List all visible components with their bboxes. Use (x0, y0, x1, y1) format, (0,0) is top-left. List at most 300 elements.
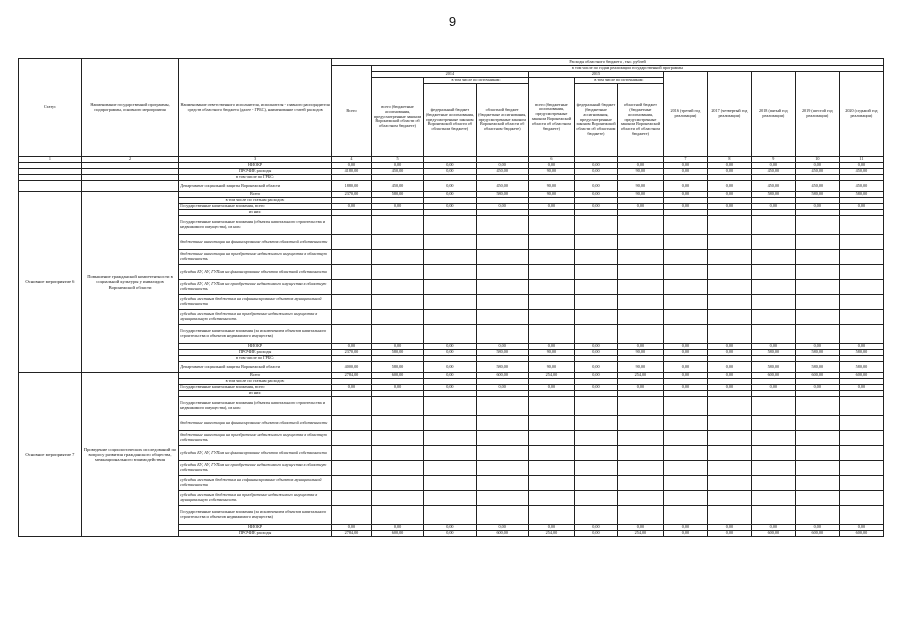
row-value (663, 491, 707, 506)
row-value: 0,00 (839, 344, 883, 350)
row-value (751, 250, 795, 265)
row-value: 0,00 (332, 525, 372, 531)
row-value (751, 491, 795, 506)
row-value: 450,00 (751, 181, 795, 192)
header-source-name: Наименование ответственного исполнителя, исполнителя - главного распорядителя средств областного бюджета (далее - ГРБС), наименование статей расходов (179, 59, 332, 157)
row-value (371, 216, 423, 235)
row-value: 90,00 (528, 181, 574, 192)
row-value (617, 446, 663, 461)
header-2014-total: всего (бюджетные ассигнования, предусмотренные законом Воронежской области об областном бюджете) (371, 78, 423, 157)
row-value (528, 461, 574, 476)
row-value (332, 216, 372, 235)
row-value (795, 431, 839, 446)
row-value (424, 250, 476, 265)
row-value (751, 397, 795, 416)
row-value (839, 476, 883, 491)
row-value (751, 431, 795, 446)
row-value: 450,00 (476, 169, 528, 175)
row-value (424, 216, 476, 235)
row-label: в том числе по ГРБС: (179, 356, 332, 362)
header-by-years: в том числе по годам реализации государственной программы (371, 66, 883, 72)
row-value (663, 506, 707, 525)
row-value (371, 431, 423, 446)
row-label: субсидии местным бюджетам на приобретение недвижимого имущества в муниципальную собственность (179, 310, 332, 325)
row-value (424, 310, 476, 325)
header-spending-title: Расходы областного бюджета , тыс. рублей (332, 59, 884, 66)
row-value (332, 397, 372, 416)
row-value (751, 295, 795, 310)
row-value: 90,00 (528, 362, 574, 373)
row-label: бюджетные инвестиции на приобретение недвижимого имущества в областную собственность (179, 250, 332, 265)
row-value: 0,00 (663, 163, 707, 169)
row-value (617, 431, 663, 446)
row-value (332, 476, 372, 491)
row-value: 0,00 (424, 204, 476, 210)
row-label: субсидии БУ, АУ, ГУПам на приобретение недвижимого имущества в областную собственность (179, 461, 332, 476)
row-label: ПРОЧИЕ расходы (179, 169, 332, 175)
row-value (707, 416, 751, 431)
row-value: 0,00 (424, 163, 476, 169)
row-value (332, 325, 372, 344)
row-value (617, 235, 663, 250)
row-value: 0,00 (707, 385, 751, 391)
row-value: 580,00 (476, 362, 528, 373)
row-value (528, 491, 574, 506)
row-value: 0,00 (751, 163, 795, 169)
row-value (476, 416, 528, 431)
row-value (663, 461, 707, 476)
row-value: 0,00 (751, 525, 795, 531)
row-value (663, 250, 707, 265)
row-label: НИОКР (179, 525, 332, 531)
row-value: 0,00 (424, 373, 476, 379)
row-value (476, 491, 528, 506)
row-value: 0,00 (663, 373, 707, 379)
row-value (617, 310, 663, 325)
row-value: 580,00 (371, 192, 423, 198)
row-value (795, 250, 839, 265)
row-label: НИОКР (179, 344, 332, 350)
row-value (617, 325, 663, 344)
row-value (476, 216, 528, 235)
row-value (332, 280, 372, 295)
row-value: 600,00 (839, 373, 883, 379)
row-value (839, 397, 883, 416)
row-value: 0,00 (424, 350, 476, 356)
row-value (332, 461, 372, 476)
row-value: 0,00 (663, 385, 707, 391)
row-value: 254,00 (617, 373, 663, 379)
row-value: 580,00 (751, 350, 795, 356)
row-value: 0,00 (371, 525, 423, 531)
row-value: 90,00 (528, 169, 574, 175)
row-value: 0,00 (371, 204, 423, 210)
row-value (574, 310, 617, 325)
row-value (476, 461, 528, 476)
row-value: 90,00 (617, 362, 663, 373)
row-value (617, 476, 663, 491)
row-label: в том числе по статьям расходов: (179, 379, 332, 385)
row-value (839, 265, 883, 280)
row-value: 450,00 (839, 181, 883, 192)
row-value (707, 265, 751, 280)
row-value (424, 506, 476, 525)
row-value (839, 325, 883, 344)
row-value (424, 295, 476, 310)
row-value (476, 235, 528, 250)
row-value (663, 446, 707, 461)
row-value (574, 295, 617, 310)
row-value (528, 506, 574, 525)
row-label: Государственные капитальные вложения (за исключением объектов капитального строительства и объектов недвижимого имущества) (179, 325, 332, 344)
row-value (371, 235, 423, 250)
budget-table (18, 58, 884, 537)
row-value (476, 250, 528, 265)
row-value (751, 325, 795, 344)
column-number: 9 (751, 157, 795, 163)
row-value: 0,00 (574, 525, 617, 531)
row-value (751, 461, 795, 476)
row-value (574, 280, 617, 295)
row-value (424, 280, 476, 295)
row-label: субсидии БУ, АУ, ГУПам на финансирование объектов областной собственности (179, 446, 332, 461)
row-value (839, 216, 883, 235)
row-value: 0,00 (528, 204, 574, 210)
row-value (795, 446, 839, 461)
row-value (528, 431, 574, 446)
row-value: 600,00 (795, 373, 839, 379)
row-value (476, 446, 528, 461)
row-value (371, 446, 423, 461)
row-value: 580,00 (795, 350, 839, 356)
table-row (19, 181, 884, 192)
row-value (751, 310, 795, 325)
row-label: бюджетные инвестиции на приобретение недвижимого имущества в областную собственность (179, 431, 332, 446)
row-value (476, 476, 528, 491)
row-value (528, 265, 574, 280)
row-value: 0,00 (424, 531, 476, 537)
header-col-2017: 2017 (четвертый год реализации) (707, 72, 751, 157)
row-value: 0,00 (476, 385, 528, 391)
row-value (528, 295, 574, 310)
row-value: 0,00 (332, 204, 372, 210)
row-value (707, 280, 751, 295)
row-value (663, 265, 707, 280)
column-number: 7 (663, 157, 707, 163)
row-value (663, 325, 707, 344)
row-value: 0,00 (707, 181, 751, 192)
row-value (574, 506, 617, 525)
row-value (371, 506, 423, 525)
row-value (332, 416, 372, 431)
row-value (795, 216, 839, 235)
row-value (707, 491, 751, 506)
row-value (707, 446, 751, 461)
row-value (476, 265, 528, 280)
row-value (476, 397, 528, 416)
row-value (839, 461, 883, 476)
row-value: 0,00 (574, 192, 617, 198)
row-value (839, 235, 883, 250)
row-value: 600,00 (476, 531, 528, 537)
row-value: 254,00 (528, 531, 574, 537)
header-2015-federal: федеральный бюджет (бюджетные ассигнования, предусмотренные законом Воронежской области об областном бюджете) (574, 84, 617, 157)
row-value (707, 310, 751, 325)
row-value: 0,00 (574, 163, 617, 169)
row-value: 0,00 (371, 163, 423, 169)
row-value (332, 491, 372, 506)
row-value (332, 250, 372, 265)
row-value (839, 295, 883, 310)
row-value (617, 265, 663, 280)
row-value (424, 265, 476, 280)
row-value (371, 250, 423, 265)
row-value: 0,00 (574, 181, 617, 192)
header-2014-federal: федеральный бюджет (бюджетные ассигнования, предусмотренные законом Воронежской области об областном бюджете) (424, 84, 476, 157)
row-value (663, 431, 707, 446)
row-value: 1880,00 (332, 181, 372, 192)
row-value: 580,00 (751, 362, 795, 373)
column-number: 2 (81, 157, 178, 163)
column-number: 6 (528, 157, 574, 163)
row-value (617, 461, 663, 476)
row-value (663, 416, 707, 431)
row-value: 0,00 (707, 362, 751, 373)
row-value: 0,00 (839, 163, 883, 169)
row-value: 0,00 (751, 385, 795, 391)
row-value: 0,00 (617, 385, 663, 391)
row-label: Государственные капитальные вложения (за исключением объектов капитального строительства и объектов недвижимого имущества) (179, 506, 332, 525)
row-value: 0,00 (663, 344, 707, 350)
row-value (424, 325, 476, 344)
row-label: субсидии местным бюджетам на приобретение недвижимого имущества в муниципальную собственность (179, 491, 332, 506)
row-value: 0,00 (751, 204, 795, 210)
row-label: в том числе по статьям расходов: (179, 198, 332, 204)
row-value: 450,00 (371, 181, 423, 192)
row-value: 0,00 (663, 204, 707, 210)
row-value (371, 397, 423, 416)
row-label: субсидии местным бюджетам на софинансирование объектов муниципальной собственности (179, 295, 332, 310)
row-value: 450,00 (751, 169, 795, 175)
row-value: 0,00 (574, 350, 617, 356)
row-value: 0,00 (839, 385, 883, 391)
row-label: Департамент социальной защиты Воронежской области (179, 181, 332, 192)
program-cell-empty (81, 181, 178, 192)
row-value (707, 216, 751, 235)
row-value (476, 325, 528, 344)
row-value: 0,00 (795, 344, 839, 350)
row-value: 580,00 (371, 362, 423, 373)
row-value (617, 397, 663, 416)
row-value (528, 216, 574, 235)
row-value (371, 416, 423, 431)
row-value: 0,00 (332, 163, 372, 169)
header-program-name: Наименование государственной программы, подпрограммы, основного мероприятия (81, 59, 178, 157)
row-label: в том числе по ГРБС: (179, 175, 332, 181)
row-value (371, 310, 423, 325)
row-value: 0,00 (707, 192, 751, 198)
row-value (574, 265, 617, 280)
row-value: 0,00 (371, 344, 423, 350)
row-value (574, 250, 617, 265)
row-value (617, 295, 663, 310)
row-value (617, 416, 663, 431)
row-value: 0,00 (707, 350, 751, 356)
row-value: 450,00 (795, 181, 839, 192)
row-label: Государственные капитальные вложения (объекты капитального строительства и недвижимого имущества), из них: (179, 216, 332, 235)
row-value (751, 280, 795, 295)
row-label: НИОКР (179, 163, 332, 169)
column-number: 4 (332, 157, 372, 163)
row-value: 0,00 (476, 525, 528, 531)
row-value: 580,00 (476, 192, 528, 198)
row-value: 580,00 (795, 362, 839, 373)
column-number: 3 (179, 157, 332, 163)
row-value: 0,00 (617, 344, 663, 350)
row-label: бюджетные инвестиции на финансирование объектов областной собственности (179, 235, 332, 250)
row-value: 450,00 (476, 181, 528, 192)
row-value: 0,00 (476, 204, 528, 210)
row-value (574, 461, 617, 476)
row-value (371, 295, 423, 310)
header-2014-incl: в том числе по источникам: (424, 78, 529, 84)
row-value: 254,00 (617, 531, 663, 537)
row-value: 0,00 (424, 385, 476, 391)
row-value: 90,00 (617, 169, 663, 175)
row-value (707, 325, 751, 344)
row-value (617, 491, 663, 506)
row-value (574, 416, 617, 431)
row-value (707, 476, 751, 491)
row-value: 0,00 (424, 192, 476, 198)
row-value: 0,00 (424, 169, 476, 175)
row-value: 0,00 (332, 385, 372, 391)
row-value: 600,00 (751, 531, 795, 537)
row-value: 0,00 (707, 204, 751, 210)
row-value (839, 310, 883, 325)
row-value (707, 506, 751, 525)
row-value (839, 491, 883, 506)
row-value (617, 216, 663, 235)
row-value (663, 476, 707, 491)
row-value (332, 235, 372, 250)
row-value (476, 506, 528, 525)
row-value: 4180,00 (332, 169, 372, 175)
row-value (839, 416, 883, 431)
row-value: 0,00 (839, 525, 883, 531)
row-value (424, 476, 476, 491)
row-label: из них: (179, 210, 332, 216)
column-number: 11 (839, 157, 883, 163)
row-value (751, 216, 795, 235)
row-value: 0,00 (617, 525, 663, 531)
header-year-2014: 2014 (371, 72, 528, 78)
row-value (476, 431, 528, 446)
row-value (707, 397, 751, 416)
row-value (839, 431, 883, 446)
row-label: субсидии БУ, АУ, ГУПам на приобретение недвижимого имущества в областную собственность (179, 280, 332, 295)
header-col-2019: 2019 (шестой год реализации) (795, 72, 839, 157)
row-value (574, 235, 617, 250)
row-value: 0,00 (707, 163, 751, 169)
row-value: 0,00 (528, 344, 574, 350)
row-value: 0,00 (795, 525, 839, 531)
row-value (663, 216, 707, 235)
header-2015-regional: областной бюджет (бюджетные ассигнования, предусмотренные законом Воронежской области об областном бюджете) (617, 84, 663, 157)
row-value: 580,00 (751, 192, 795, 198)
row-value: 0,00 (795, 204, 839, 210)
row-value: 0,00 (574, 169, 617, 175)
row-value: 600,00 (839, 531, 883, 537)
row-value (476, 310, 528, 325)
row-value: 0,00 (574, 373, 617, 379)
row-value: 0,00 (663, 525, 707, 531)
header-year-2015: 2015 (528, 72, 663, 78)
row-label: ПРОЧИЕ расходы (179, 350, 332, 356)
row-value (707, 250, 751, 265)
row-value: 0,00 (528, 525, 574, 531)
row-value: 0,00 (574, 385, 617, 391)
row-value (663, 280, 707, 295)
row-value (371, 461, 423, 476)
row-value: 2784,00 (332, 373, 372, 379)
row-value (663, 397, 707, 416)
row-value: 600,00 (476, 373, 528, 379)
row-value: 0,00 (424, 181, 476, 192)
row-value: 4000,00 (332, 362, 372, 373)
row-value: 2784,00 (332, 531, 372, 537)
row-value (839, 250, 883, 265)
row-value (371, 265, 423, 280)
row-value: 450,00 (795, 169, 839, 175)
row-value (332, 506, 372, 525)
row-value (795, 476, 839, 491)
row-value: 0,00 (663, 362, 707, 373)
row-value: 0,00 (707, 169, 751, 175)
row-value: 600,00 (371, 373, 423, 379)
status-cell-empty (19, 181, 82, 192)
row-value: 580,00 (476, 350, 528, 356)
row-label: Государственные капитальные вложения, всего (179, 385, 332, 391)
row-value (424, 235, 476, 250)
row-value: 0,00 (574, 344, 617, 350)
row-value (839, 446, 883, 461)
row-value: 0,00 (424, 344, 476, 350)
row-value (332, 265, 372, 280)
row-value (424, 416, 476, 431)
row-value (839, 506, 883, 525)
row-value: 580,00 (839, 362, 883, 373)
row-value: 600,00 (795, 531, 839, 537)
row-value: 0,00 (574, 362, 617, 373)
row-value (795, 280, 839, 295)
row-value (574, 431, 617, 446)
row-value: 0,00 (663, 181, 707, 192)
row-value (574, 216, 617, 235)
row-value (707, 461, 751, 476)
row-value (574, 491, 617, 506)
row-label: ПРОЧИЕ расходы (179, 531, 332, 537)
row-value (528, 310, 574, 325)
row-value: 0,00 (839, 204, 883, 210)
page-number: 9 (448, 14, 457, 29)
row-value: 0,00 (528, 163, 574, 169)
row-value (424, 491, 476, 506)
row-value (528, 280, 574, 295)
row-value (528, 416, 574, 431)
row-value: 0,00 (707, 344, 751, 350)
row-value (751, 476, 795, 491)
